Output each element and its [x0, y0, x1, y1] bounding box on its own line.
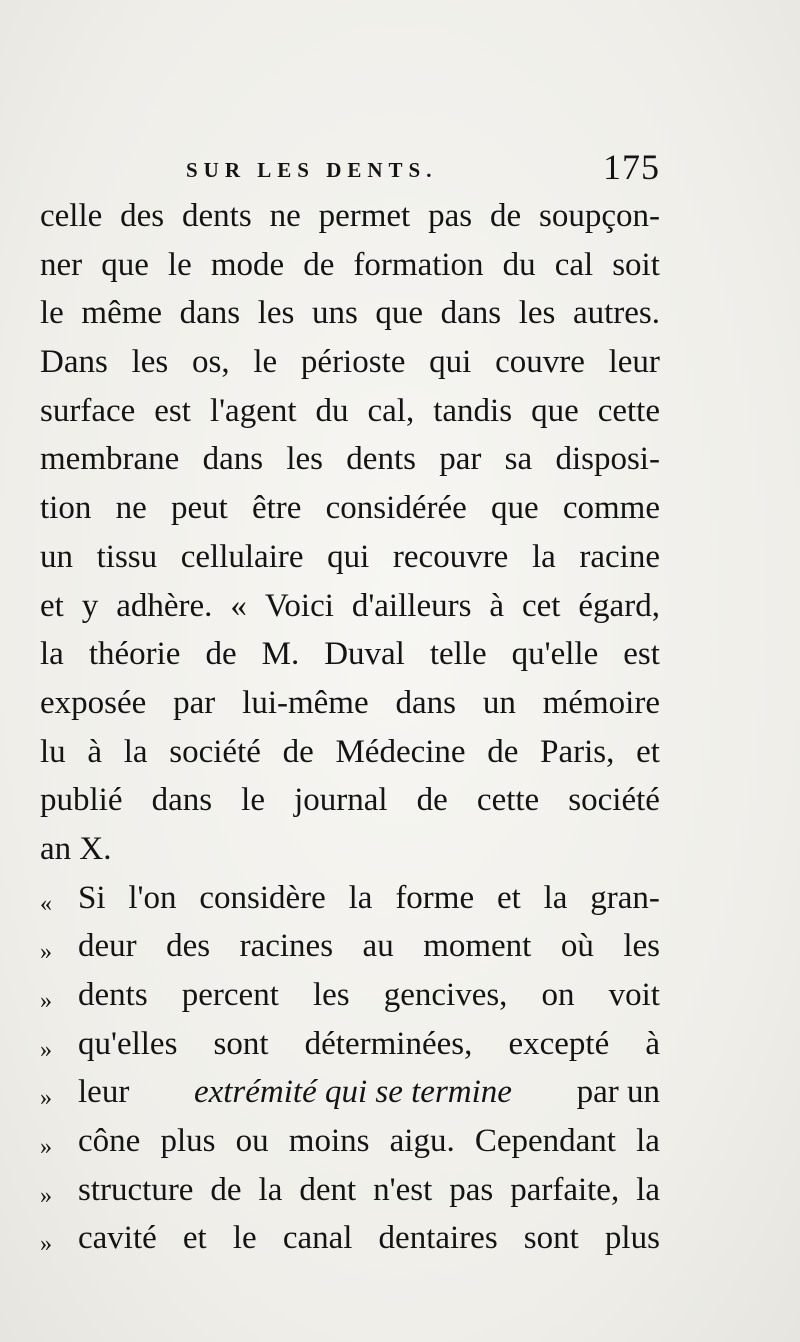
- quote-text: dents percent les gencives, on voit: [78, 977, 660, 1013]
- quote-text: cavité et le canal dentaires sont plus: [78, 1220, 660, 1257]
- paragraph: [40, 192, 660, 874]
- body-text: [40, 192, 660, 1263]
- text-line: exposée par lui-même dans un mémoire: [40, 684, 660, 721]
- guillemet: »: [40, 939, 52, 966]
- text-line: ner que le mode de formation du cal soit: [40, 246, 660, 283]
- quote-line: [40, 1214, 660, 1263]
- text-line: tion ne peut être considérée que comme: [40, 490, 660, 527]
- guillemet: »: [40, 1085, 52, 1112]
- text-line: un tissu cellulaire qui recouvre la racine: [40, 538, 660, 575]
- text-line: le même dans les uns que dans les autres.: [40, 295, 660, 332]
- text-line: an X.: [40, 830, 112, 867]
- quote-line: [40, 874, 660, 923]
- page-number: 175: [603, 147, 660, 187]
- text-line: Dans les os, le périoste qui couvre leur: [40, 344, 660, 381]
- quote-text: deur des racines au moment où les: [78, 928, 660, 965]
- quote-line: [40, 1166, 660, 1215]
- page-header: [40, 146, 660, 186]
- quotation: [40, 874, 660, 1264]
- quote-line: [40, 1068, 660, 1117]
- text-line: lu à la société de Médecine de Paris, et: [40, 733, 660, 770]
- quote-line: [40, 922, 660, 971]
- guillemet: »: [40, 988, 52, 1014]
- guillemet: «: [40, 890, 52, 917]
- guillemet: »: [40, 1182, 52, 1209]
- text-line: celle des dents ne permet pas de soupçon-: [40, 198, 660, 234]
- quote-line: [40, 1020, 660, 1069]
- text-line: la théorie de M. Duval telle qu'elle est: [40, 636, 660, 673]
- quote-text: qu'elles sont déterminées, excepté à: [78, 1025, 660, 1062]
- quote-text: leur extrémité qui se termine par un: [78, 1074, 660, 1111]
- guillemet: »: [40, 1134, 52, 1161]
- quote-line: [40, 1117, 660, 1166]
- quote-text: Si l'on considère la forme et la gran-: [78, 879, 660, 916]
- quote-text: structure de la dent n'est pas parfaite, la: [78, 1171, 660, 1208]
- guillemet: »: [40, 1036, 52, 1063]
- text-line: publié dans le journal de cette société: [40, 782, 660, 819]
- running-head: SUR LES DENTS.: [186, 158, 438, 182]
- text-line: surface est l'agent du cal, tandis que cette: [40, 392, 660, 429]
- text-line: et y adhère. « Voici d'ailleurs à cet égard,: [40, 587, 660, 624]
- quote-line: [40, 971, 660, 1020]
- guillemet: »: [40, 1231, 52, 1258]
- quote-text: cône plus ou moins aigu. Cependant la: [78, 1123, 660, 1160]
- text-line: membrane dans les dents par sa disposi-: [40, 441, 660, 478]
